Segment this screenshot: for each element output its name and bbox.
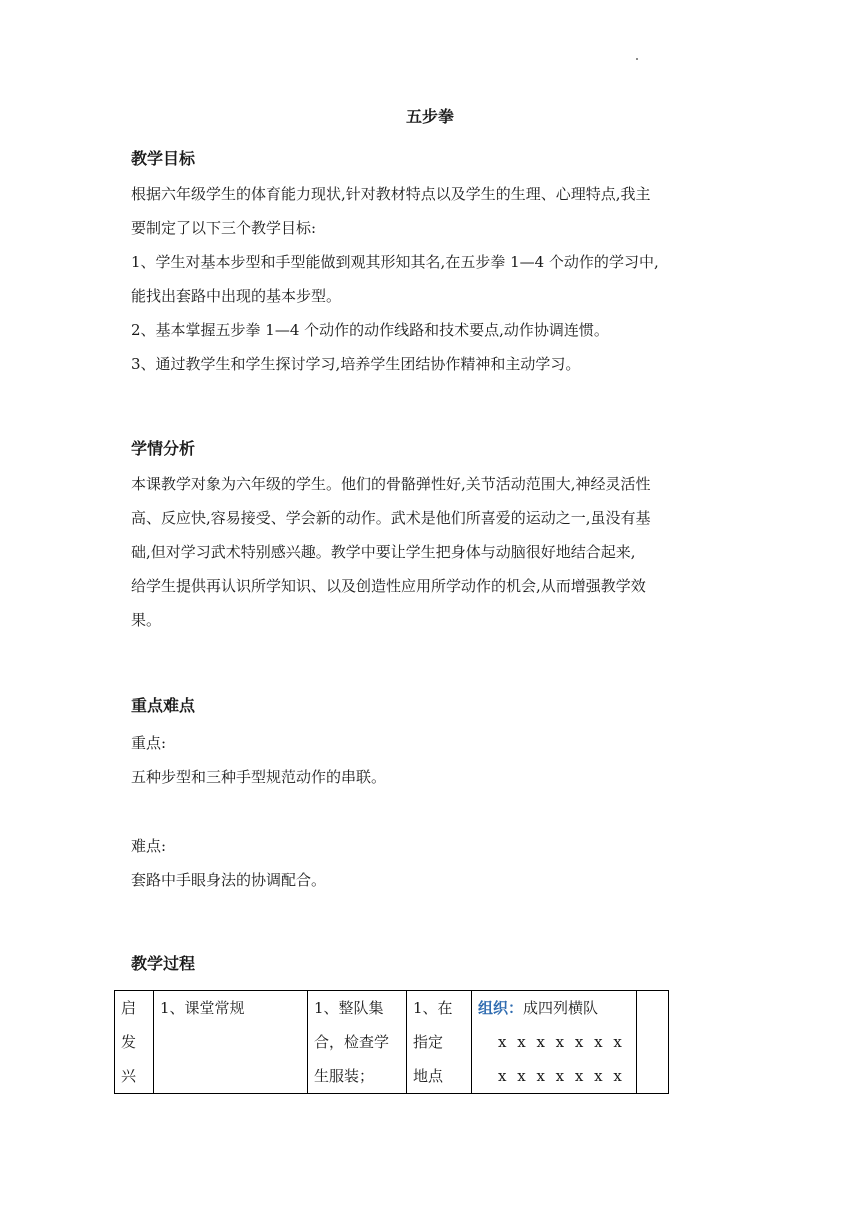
table-cell-organization [472,991,637,1094]
difficult-text: 套路中手眼身法的协调配合。 [131,871,327,889]
teacher-line: 1、整队集 [314,999,384,1017]
heading-analysis: 学情分析 [131,439,196,458]
analysis-line: 础,但对学习武术特别感兴趣。教学中要让学生把身体与动脑很好地结合起来, [131,543,636,561]
difficult-label: 难点: [131,837,167,855]
table-cell-student [407,991,472,1094]
key-text: 五种步型和三种手型规范动作的串联。 [131,768,387,786]
phase-char: 兴 [121,1067,137,1085]
header-dot [636,58,638,60]
table-cell-phase [115,991,154,1094]
goals-line: 能找出套路中出现的基本步型。 [131,287,342,305]
goals-line: 3、通过教学生和学生探讨学习,培养学生团结协作精神和主动学习。 [131,355,581,373]
goals-paragraph [131,177,731,381]
goals-line: 根据六年级学生的体育能力现状,针对教材特点以及学生的生理、心理特点,我主 [131,185,651,203]
formation-row: x x x x x x x [498,1067,625,1085]
goals-line: 要制定了以下三个教学目标: [131,219,317,237]
analysis-line: 果。 [131,611,162,629]
goals-line: 2、基本掌握五步拳 1—4 个动作的动作线路和技术要点,动作协调连惯。 [131,321,609,339]
student-line: 地点 [413,1067,444,1085]
key-label: 重点: [131,734,167,752]
teacher-line: 合，检查学 [314,1033,390,1051]
document-title: 五步拳 [405,107,454,126]
phase-char: 启 [121,999,137,1017]
heading-keypoints: 重点难点 [131,696,196,715]
table-cell-empty [637,991,669,1094]
formation-row: x x x x x x x [498,1033,625,1051]
student-line: 指定 [413,1033,444,1051]
phase-char: 发 [121,1033,137,1051]
table-cell-teacher [308,991,407,1094]
table-row [115,991,669,1094]
organization-label: 组织： [478,999,524,1017]
heading-process: 教学过程 [131,954,196,973]
analysis-line: 高、反应快,容易接受、学会新的动作。武术是他们所喜爱的运动之一,虽没有基 [131,509,651,527]
heading-goals: 教学目标 [131,149,196,168]
process-table [114,990,669,1094]
analysis-line: 给学生提供再认识所学知识、以及创造性应用所学动作的机会,从而增强教学效 [131,577,646,595]
organization-text: 成四列横队 [523,999,599,1017]
goals-line: 1、学生对基本步型和手型能做到观其形知其名,在五步拳 1—4 个动作的学习中, [131,253,659,271]
analysis-paragraph [131,467,731,637]
table-cell-content: 1、课堂常规 [154,991,308,1094]
student-line: 1、在 [413,999,453,1017]
analysis-line: 本课教学对象为六年级的学生。他们的骨骼弹性好,关节活动范围大,神经灵活性 [131,475,651,493]
teacher-line: 生服装； [314,1067,375,1085]
